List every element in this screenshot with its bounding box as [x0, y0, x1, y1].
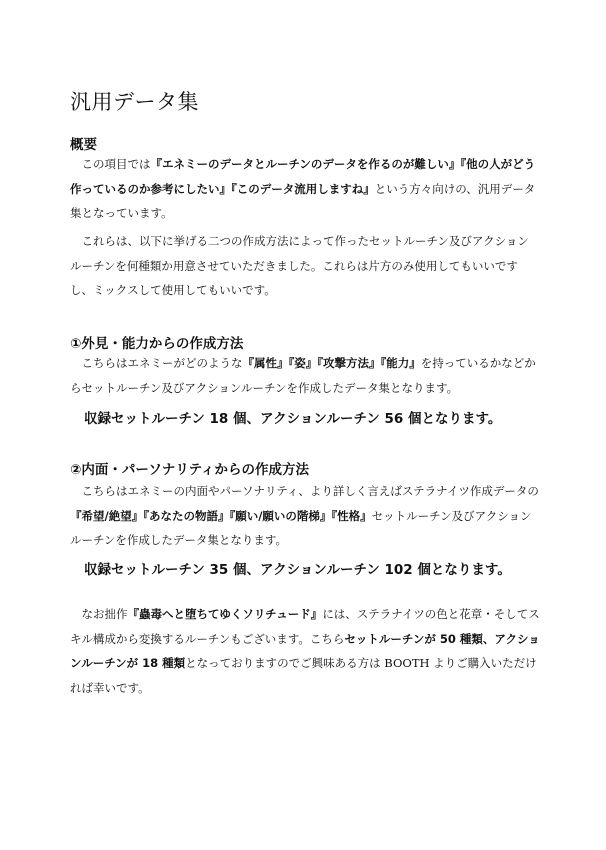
overview-p1-emphasis: 『エネミーのデータとルーチンのデータを作るのが難しい』『他の人がどう作っているのか参考にしたい』『このデータ流用しますね』	[70, 157, 536, 196]
section1-heading: ①外見・能力からの作成方法	[70, 336, 244, 352]
note-paragraph	[70, 602, 540, 700]
section2-count: 収録セットルーチン 35 個、アクションルーチン 102 個となります。	[84, 562, 511, 578]
overview-paragraph-1	[70, 152, 540, 226]
overview-p1-text-1: この項目では	[81, 157, 151, 171]
overview-paragraph-2: これらは、以下に挙げる二つの作成方法によって作ったセットルーチン及びアクションルーチンを何種類か用意させていただきました。これらは片方のみ使用してもいいですし、ミックスして使用してもいいです。	[70, 234, 529, 297]
note-text-3: となっておりますのでご興味ある方は BOOTH よりご購入いただければ幸いです。	[70, 656, 537, 695]
section1-paragraph	[70, 351, 540, 400]
overview-heading: 概要	[70, 137, 97, 153]
section2-p-emphasis: 『希望/絶望』『あなたの物語』『願い/願いの階梯』『性格』	[70, 508, 372, 523]
note-text-2: には、ステラナイツの色と花章・そしてスキル構成から変換するルーチンもございます。こちら	[70, 607, 540, 646]
section1-p-text-2: を持っているかなどからセットルーチン及びアクションルーチンを作成したデータ集となります。	[70, 356, 536, 395]
note-routine-count: セットルーチンが 50 種類、アクションルーチンが 18 種類	[70, 631, 540, 670]
section2-p-text-2: セットルーチン及びアクションルーチンを作成したデータ集となります。	[70, 508, 532, 547]
section2-paragraph	[70, 479, 540, 553]
section2-p-text-1: こちらはエネミーの内面やパーソナリティ、より詳しく言えばステラナイツ作成データの	[81, 484, 539, 498]
section1-p-text-1: こちらはエネミーがどのような	[81, 356, 243, 370]
section1-count: 収録セットルーチン 18 個、アクションルーチン 56 個となります。	[84, 411, 502, 427]
note-text-1: なお拙作	[81, 607, 128, 621]
section2-heading: ②内面・パーソナリティからの作成方法	[70, 462, 310, 478]
page-title: 汎用データ集	[70, 90, 199, 114]
note-work-title: 『蟲毒へと堕ちてゆくソリチュード』	[127, 607, 323, 621]
section1-p-emphasis: 『属性』『姿』『攻撃方法』『能力』	[242, 356, 421, 370]
overview-p1-text-2: という方々向けの、汎用データ集となっています。	[70, 181, 536, 220]
